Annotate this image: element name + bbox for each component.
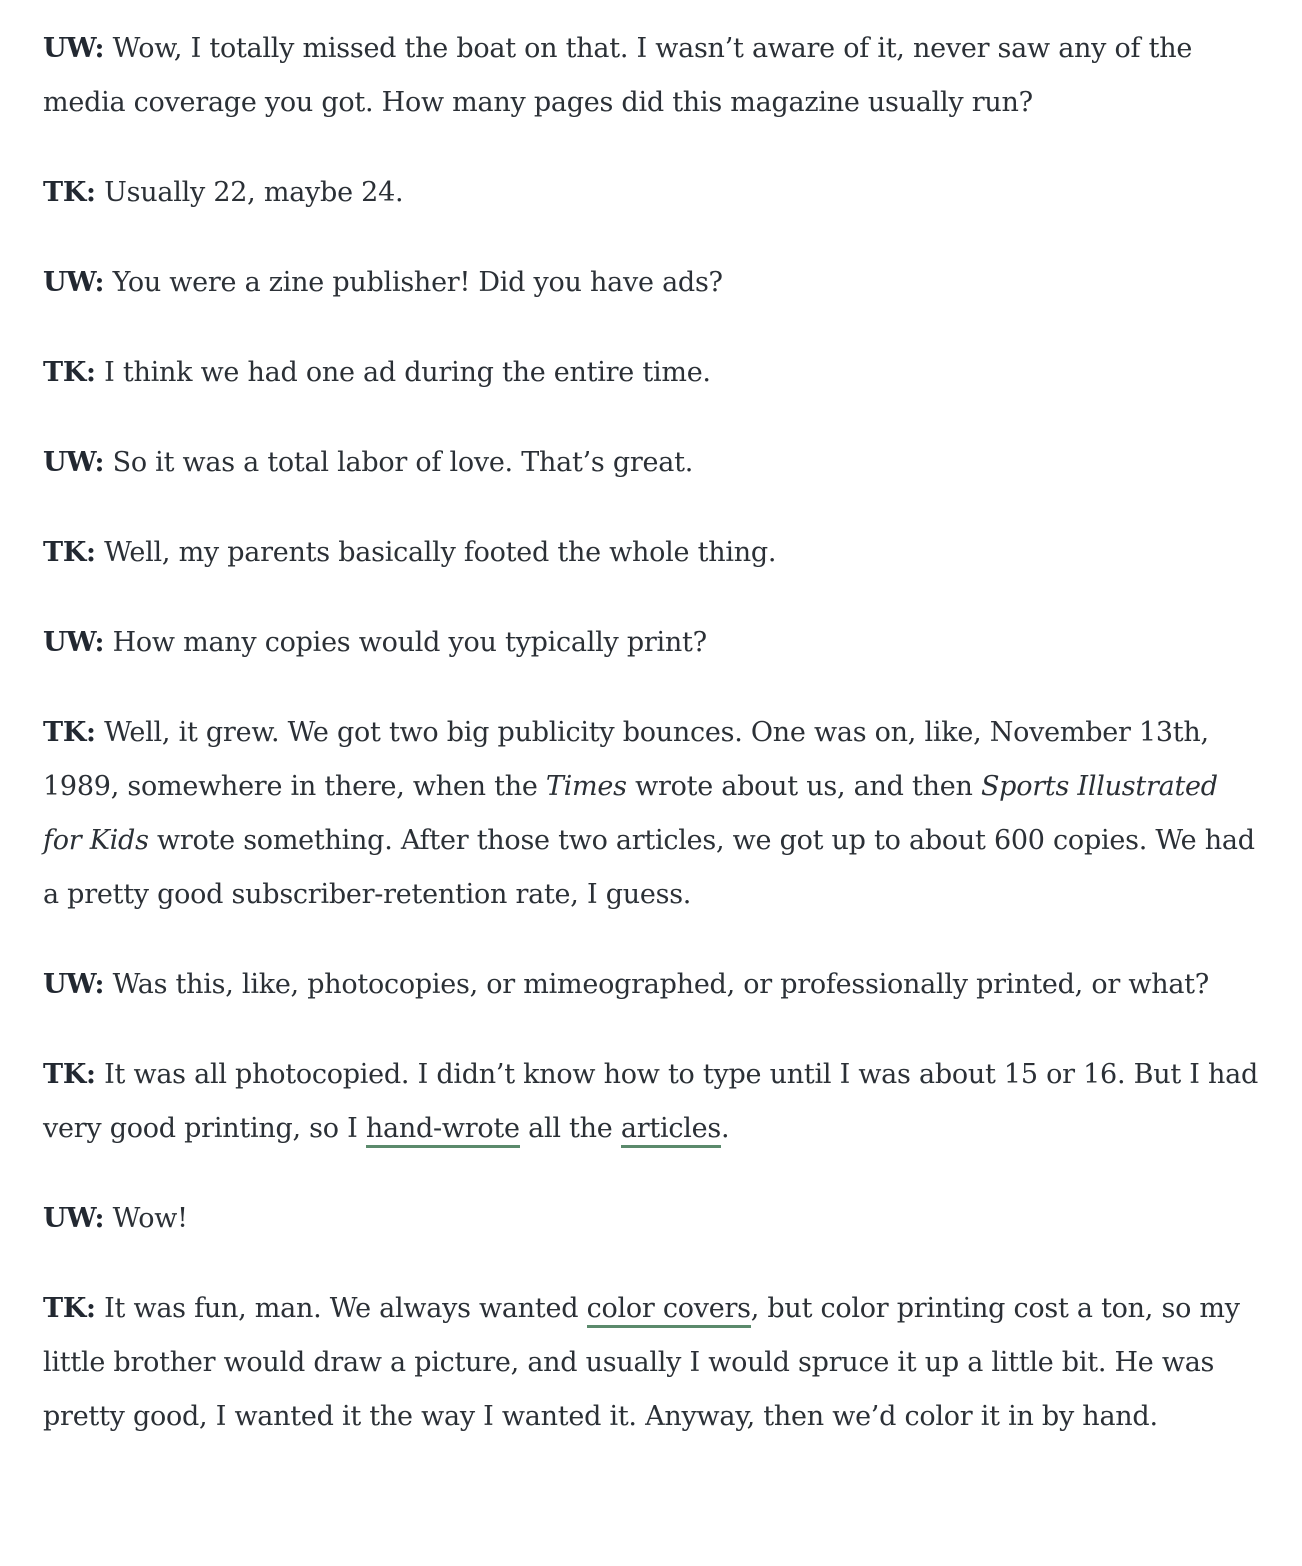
interview-paragraph	[43, 256, 1262, 310]
speaker-label: UW:	[43, 969, 105, 1000]
paragraph-text: It was fun, man. We always wanted	[95, 1293, 587, 1324]
publication-title-times: Times	[545, 771, 627, 802]
interview-paragraph	[43, 22, 1262, 130]
paragraph-text: Wow!	[104, 1203, 188, 1234]
speaker-label: TK:	[43, 717, 96, 748]
paragraph-text: Was this, like, photocopies, or mimeographed, or professionally printed, or what?	[104, 969, 1210, 1000]
publication-title-sports-illustrated: Sports Illustrated for Kids	[43, 771, 1218, 856]
speaker-label: UW:	[43, 627, 105, 658]
hand-wrote-link[interactable]: hand-wrote	[366, 1113, 520, 1148]
speaker-label: UW:	[43, 447, 105, 478]
paragraph-text: I think we had one ad during the entire time.	[95, 357, 711, 388]
paragraph-text: , but color printing cost a ton, so my little brother would draw a picture, and usually I would spruce it up a little bit. He was pretty good, I wanted it the way I wanted it. Anyway, then we’d color it in by hand.	[43, 1293, 1240, 1432]
paragraph-text: wrote something. After those two articles, we got up to about 600 copies. We had a pretty good subscriber-retention rate, I guess.	[43, 825, 1255, 910]
interview-paragraph	[43, 1192, 1262, 1246]
speaker-label: TK:	[43, 177, 96, 208]
paragraph-text: How many copies would you typically print?	[104, 627, 707, 658]
speaker-label: TK:	[43, 1293, 96, 1324]
articles-link[interactable]: articles	[621, 1113, 721, 1148]
paragraph-text: all the	[519, 1113, 621, 1144]
interview-paragraph	[43, 958, 1262, 1012]
speaker-label: TK:	[43, 537, 96, 568]
interview-paragraph	[43, 166, 1262, 220]
paragraph-text: Wow, I totally missed the boat on that. I wasn’t aware of it, never saw any of the media coverage you got. How many pages did this magazine usually run?	[43, 33, 1193, 118]
speaker-label: UW:	[43, 33, 105, 64]
paragraph-text: It was all photocopied. I didn’t know how to type until I was about 15 or 16. But I had very good printing, so I	[43, 1059, 1259, 1144]
interview-paragraph	[43, 1048, 1262, 1156]
paragraph-text: So it was a total labor of love. That’s great.	[104, 447, 694, 478]
paragraph-text: .	[720, 1113, 730, 1144]
paragraph-text: Usually 22, maybe 24.	[95, 177, 404, 208]
paragraph-text: wrote about us, and then	[626, 771, 981, 802]
interview-paragraph	[43, 526, 1262, 580]
color-covers-link[interactable]: color covers	[587, 1293, 751, 1328]
interview-paragraph	[43, 1282, 1262, 1444]
paragraph-text: You were a zine publisher! Did you have ads?	[104, 267, 723, 298]
speaker-label: UW:	[43, 1203, 105, 1234]
paragraph-text: Well, it grew. We got two big publicity bounces. One was on, like, November 13th, 1989, somewhere in there, when the	[43, 717, 1209, 802]
interview-paragraph	[43, 706, 1262, 922]
speaker-label: UW:	[43, 267, 105, 298]
interview-paragraph	[43, 436, 1262, 490]
paragraph-text: Well, my parents basically footed the whole thing.	[95, 537, 777, 568]
speaker-label: TK:	[43, 1059, 96, 1090]
interview-paragraph	[43, 346, 1262, 400]
speaker-label: TK:	[43, 357, 96, 388]
interview-paragraph	[43, 616, 1262, 670]
